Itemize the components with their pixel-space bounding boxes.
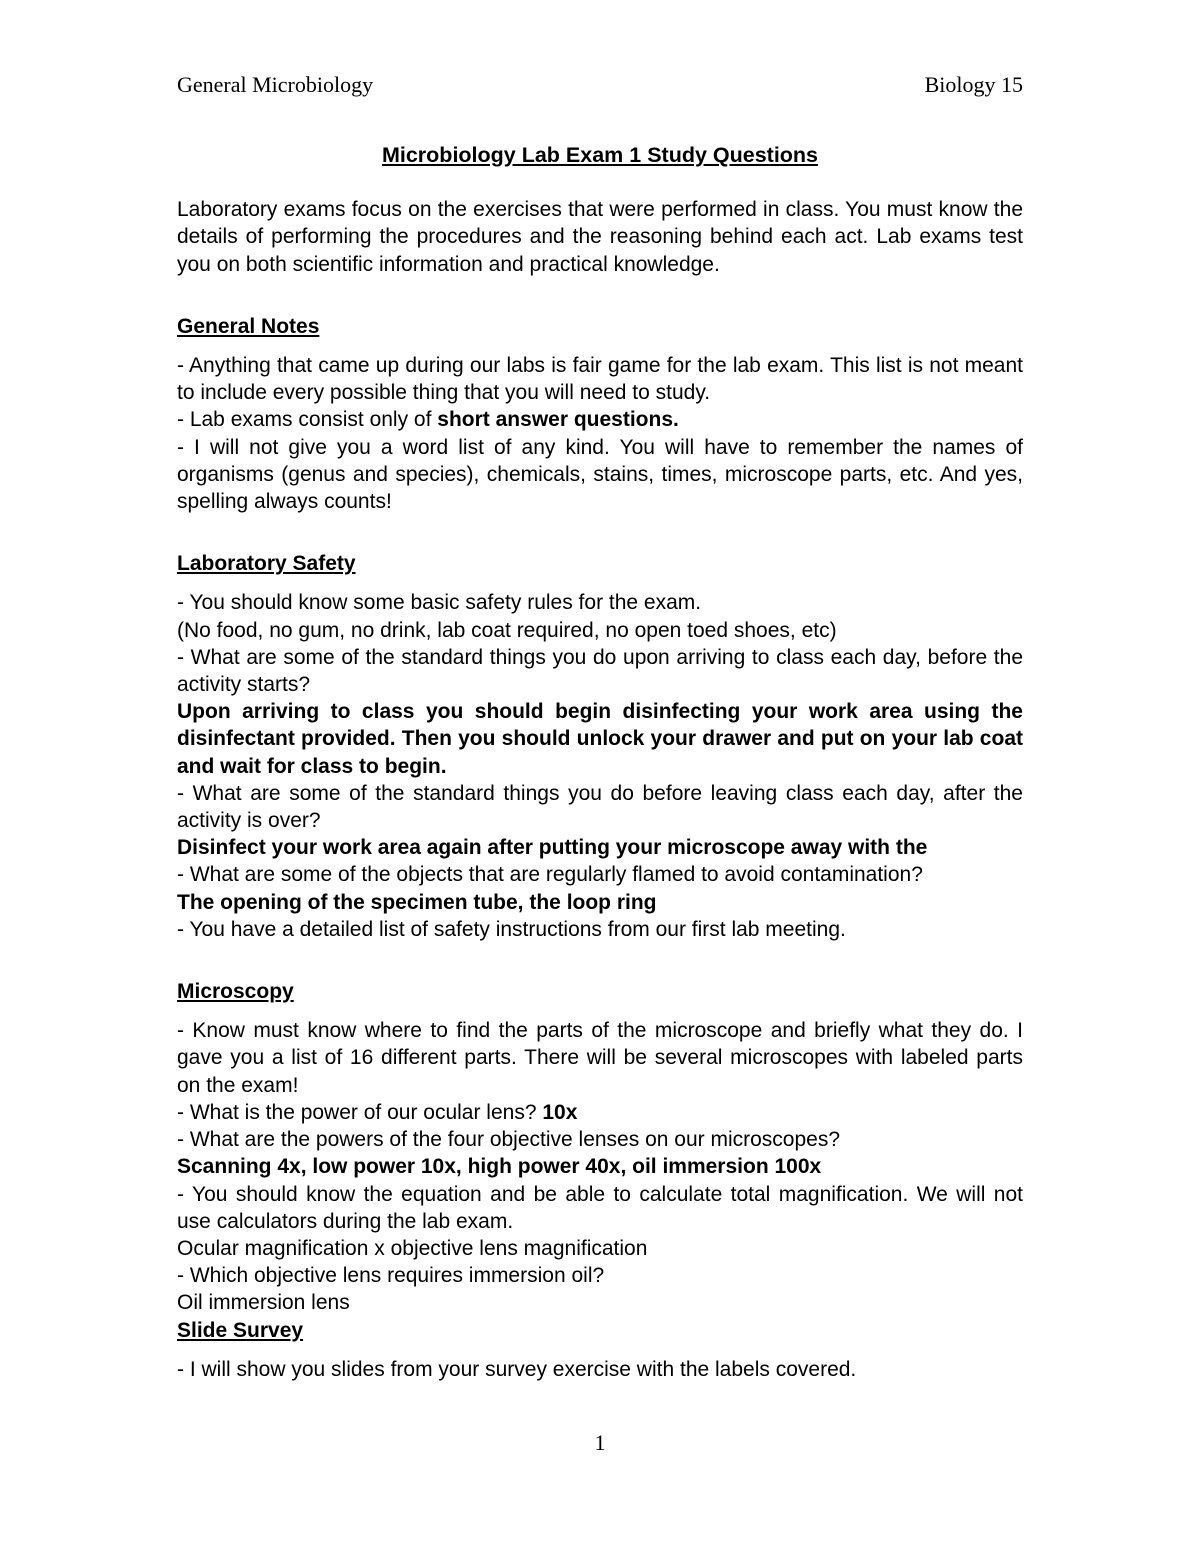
microscopy-question-2 bbox=[177, 1099, 1023, 1126]
microscopy-question-3: - What are the powers of the four objective lenses on our microscopes? bbox=[177, 1128, 840, 1152]
microscopy-answer-2: 10x bbox=[542, 1100, 578, 1124]
microscopy-question-5: - Which objective lens requires immersion oil? bbox=[177, 1264, 605, 1288]
general-note-1: - Anything that came up during our labs is fair game for the lab exam. This list is not meant to include every possible thing that you will need to study. bbox=[177, 354, 1023, 405]
microscopy-question-2-text: - What is the power of our ocular lens? bbox=[177, 1100, 543, 1124]
safety-answer-3: Disinfect your work area again after putting your microscope away with the bbox=[177, 836, 928, 860]
safety-answer-2: Upon arriving to class you should begin disinfecting your work area using the disinfectant provided. Then you should unlock your drawer and put on your lab coat and wait for class to begin. bbox=[177, 700, 1023, 778]
document-body bbox=[177, 142, 1023, 1383]
safety-question-4: - What are some of the objects that are regularly flamed to avoid contamination? bbox=[177, 863, 923, 887]
general-note-2-bold: short answer questions. bbox=[437, 408, 679, 432]
safety-question-2: - What are some of the standard things you do upon arriving to class each day, before the activity starts? bbox=[177, 645, 1023, 697]
section-heading-slide-survey: Slide Survey bbox=[177, 1318, 304, 1342]
microscopy-question-1: - Know must know where to find the parts of the microscope and briefly what they do. I gave you a list of 16 different parts. There will be several microscopes with labeled parts on the exam! bbox=[177, 1019, 1023, 1097]
section-heading-lab-safety: Laboratory Safety bbox=[177, 552, 356, 576]
safety-question-5: - You have a detailed list of safety instructions from our first lab meeting. bbox=[177, 917, 846, 941]
general-note-2-text: - Lab exams consist only of bbox=[177, 408, 438, 432]
section-heading-microscopy: Microscopy bbox=[177, 980, 294, 1004]
microscopy-answer-4: Ocular magnification x objective lens magnification bbox=[177, 1236, 648, 1260]
microscopy-question-4: - You should know the equation and be able to calculate total magnification. We will not use calculators during the lab exam. bbox=[177, 1182, 1023, 1233]
safety-question-3: - What are some of the standard things you do before leaving class each day, after the activity is over? bbox=[177, 781, 1023, 833]
intro-paragraph: Laboratory exams focus on the exercises that were performed in class. You must know the details of performing the procedures and the reasoning behind each act. Lab exams test you on both scientific information and practical knowledge. bbox=[177, 198, 1023, 276]
microscopy-answer-3: Scanning 4x, low power 10x, high power 40x, oil immersion 100x bbox=[177, 1155, 822, 1179]
general-note-3: - I will not give you a word list of any kind. You will have to remember the names of organisms (genus and species), chemicals, stains, times, microscope parts, etc. And yes, spelling always counts! bbox=[177, 435, 1023, 514]
safety-question-1: - You should know some basic safety rules for the exam. bbox=[177, 591, 702, 615]
safety-question-1-detail: (No food, no gum, no drink, lab coat required, no open toed shoes, etc) bbox=[177, 618, 837, 642]
document-title: Microbiology Lab Exam 1 Study Questions bbox=[381, 143, 819, 167]
page-number: 1 bbox=[594, 1430, 606, 1455]
header-course-code: Biology 15 bbox=[924, 72, 1023, 97]
header-course: General Microbiology bbox=[177, 72, 374, 97]
section-heading-general-notes: General Notes bbox=[177, 314, 320, 338]
slide-survey-question-1: - I will show you slides from your survey exercise with the labels covered. bbox=[177, 1357, 857, 1381]
microscopy-answer-5: Oil immersion lens bbox=[177, 1291, 350, 1315]
safety-answer-4: The opening of the specimen tube, the loop ring bbox=[177, 890, 657, 914]
general-note-2 bbox=[177, 406, 1023, 433]
